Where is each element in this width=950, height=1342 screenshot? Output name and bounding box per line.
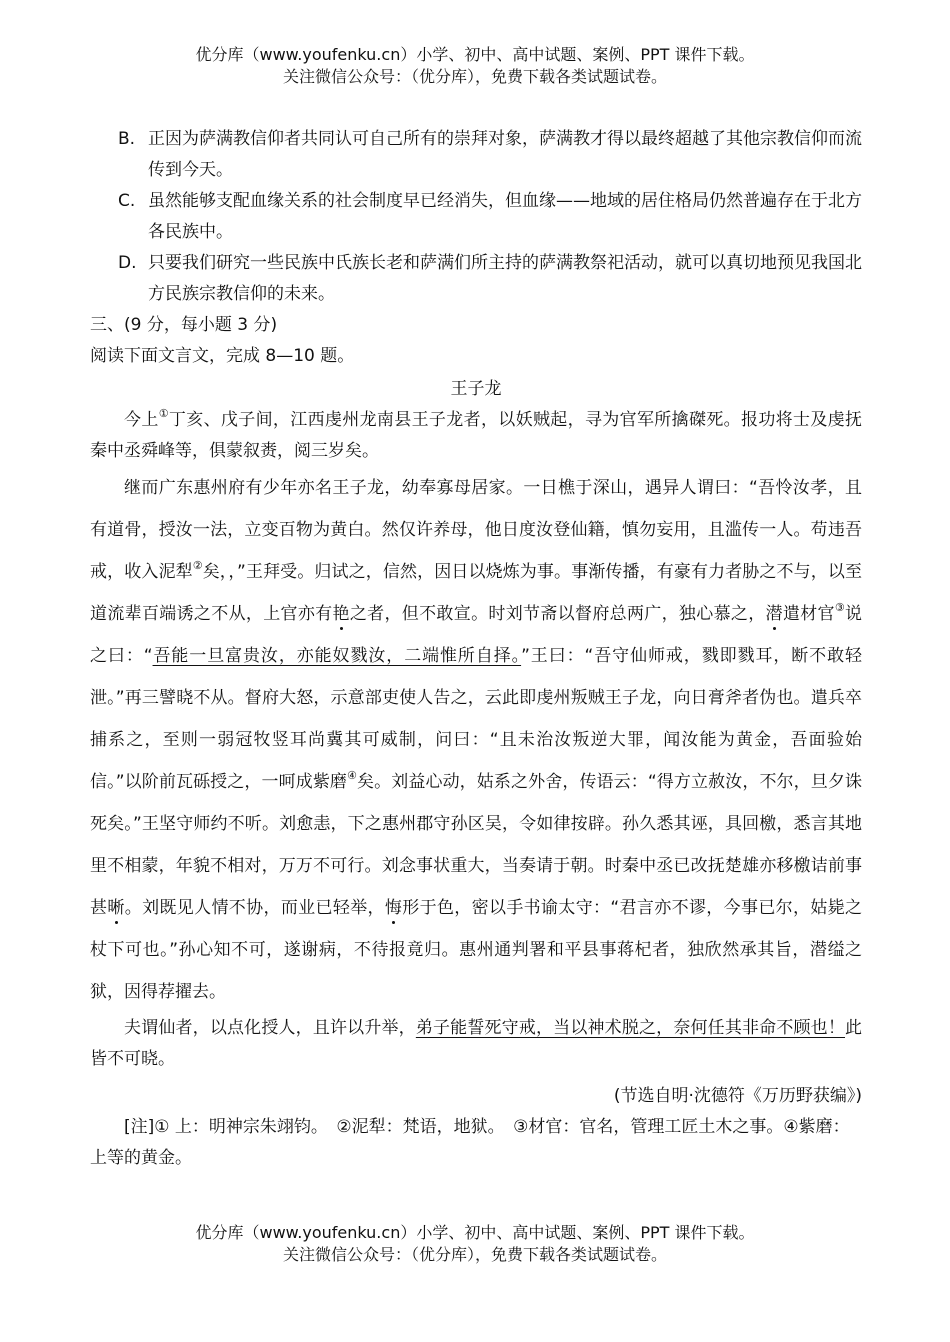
footnotes: [注]① 上：明神宗朱翊钧。 ②泥犁：梵语，地狱。 ③材官：官名，管理工匠土木之事。④紫磨：上等的黄金。 xyxy=(90,1117,850,1168)
option-d xyxy=(118,248,862,310)
header-line-1: 优分库（www.youfenku.cn）小学、初中、高中试题、案例、PPT 课件下载。 xyxy=(195,45,755,64)
footer-line-1: 优分库（www.youfenku.cn）小学、初中、高中试题、案例、PPT 课件下载。 xyxy=(195,1223,755,1242)
footnote-marker-4: ④ xyxy=(347,769,358,782)
option-b xyxy=(118,124,862,186)
option-text: 只要我们研究一些民族中氏族长老和萨满们所主持的萨满教祭祀活动，就可以真切地预见我国北方民族宗教信仰的未来。 xyxy=(148,253,862,304)
document-body xyxy=(90,124,862,1174)
passage-paragraph-3 xyxy=(90,1013,862,1075)
underlined-sentence: 吾能一旦富贵汝，亦能奴戮汝，二端惟所自择。 xyxy=(152,646,522,666)
text-run: 丁亥、戊子间，江西虔州龙南县王子龙者，以妖贼起，寻为官军所擒磔死。报功将士及虔抚秦中丞舜峰等，俱蒙叙赉，阅三岁矣。 xyxy=(90,410,863,461)
header-line-2: 关注微信公众号：（优分库），免费下载各类试题试卷。 xyxy=(282,67,667,86)
text-run: 矣。刘益心动，姑系之外舍，传语云：“得方立赦汝，不尔，旦夕诛死矣。”王坚守师约不听。刘愈恚，下之惠州郡守孙区吴，令如律按辟。孙久悉其诬，具回檄，悉言其地里不相蒙，年貌不相对，万万不可行。刘念事状重大，当奏请于朝。时秦中丞已改抚楚雄亦移檄诘前事甚 xyxy=(90,772,862,918)
emphasis-dot-char: 艳 xyxy=(332,604,350,624)
text-run: 今上 xyxy=(124,410,159,430)
emphasis-dot-char: 晰 xyxy=(107,898,125,918)
text-run: 此皆不可晓。 xyxy=(90,1018,863,1069)
text-run: 。刘既见人情不协，而业已轻举， xyxy=(124,898,385,918)
text-run: 说之曰：“ xyxy=(90,604,863,666)
text-run: 形于色，密以手书谕太守：“君言亦不谬，今事已尔，姑毙之杖下可也。”孙心知不可，遂谢病，不待报竟归。惠州通判署和平县事蒋杞者，独欣然承其旨，潜缢之狱，因得荐擢去。 xyxy=(90,898,863,1002)
text-run: 矣，，”王拜受。归试之，信然，因日以烧炼为事。事渐传播，有豪有力者胁之不与，以至道流辈百端诱之不从，上官亦有 xyxy=(90,562,862,624)
option-c xyxy=(118,186,862,248)
page-header xyxy=(0,44,950,88)
option-label: D. xyxy=(118,253,137,273)
passage-title: 王子龙 xyxy=(450,379,502,399)
footnote-marker-3: ③ xyxy=(834,601,846,614)
text-run: 之者，但不敢宣。时刘节斋以督府总两广，独心慕之， xyxy=(349,604,766,624)
section-instruction: 阅读下面文言文，完成 8—10 题。 xyxy=(90,346,355,366)
passage-paragraph-1 xyxy=(90,405,862,467)
emphasis-dot-char: 悔 xyxy=(384,898,403,918)
footnote-marker-2: ② xyxy=(192,559,203,572)
option-label: B. xyxy=(118,129,136,149)
passage-paragraph-2 xyxy=(90,467,862,1013)
underlined-sentence: 弟子能誓死守戒，当以神术脱之，奈何任其非命不顾也！ xyxy=(415,1018,846,1038)
emphasis-dot-char: 潜 xyxy=(765,604,783,624)
option-text: 虽然能够支配血缘关系的社会制度早已经消失，但血缘——地域的居住格局仍然普遍存在于北方各民族中。 xyxy=(148,191,862,242)
page-footer xyxy=(0,1222,950,1266)
section-heading: 三、(9 分，每小题 3 分) xyxy=(90,315,278,335)
option-label: C. xyxy=(118,191,136,211)
footer-line-2: 关注微信公众号：（优分库），免费下载各类试题试卷。 xyxy=(282,1245,667,1264)
text-run: 遣材官 xyxy=(782,604,835,624)
text-run: 夫谓仙者，以点化授人，且许以升举， xyxy=(124,1018,416,1038)
passage-source: (节选自明·沈德符《万历野获编》) xyxy=(613,1086,862,1106)
footnote-marker-1: ① xyxy=(158,407,169,420)
text-run: 继而广东惠州府有少年亦名王子龙，幼奉寡母居家。一日樵于深山，遇异人谓曰：“吾怜汝孝，且有道骨，授汝一法，立变百物为黄白。然仅许养母，他日度汝登仙籍，慎勿妄用，且滥传一人。苟违吾戒，收入泥犁 xyxy=(90,478,862,582)
option-text: 正因为萨满教信仰者共同认可自己所有的崇拜对象，萨满教才得以最终超越了其他宗教信仰而流传到今天。 xyxy=(148,129,862,180)
text-run: ”王曰：“吾守仙师戒，戮即戮耳，断不敢轻泄。”再三譬晓不从。督府大怒，示意部吏使人告之，云此即虔州叛贼王子龙，向日膏斧者伪也。遣兵卒捕系之，至则一弱冠牧竖耳尚冀其可威制，问曰：“且未治汝叛逆大罪，闻汝能为黄金，吾面验始信。”以阶前瓦砾授之，一呵成紫磨 xyxy=(90,646,862,792)
